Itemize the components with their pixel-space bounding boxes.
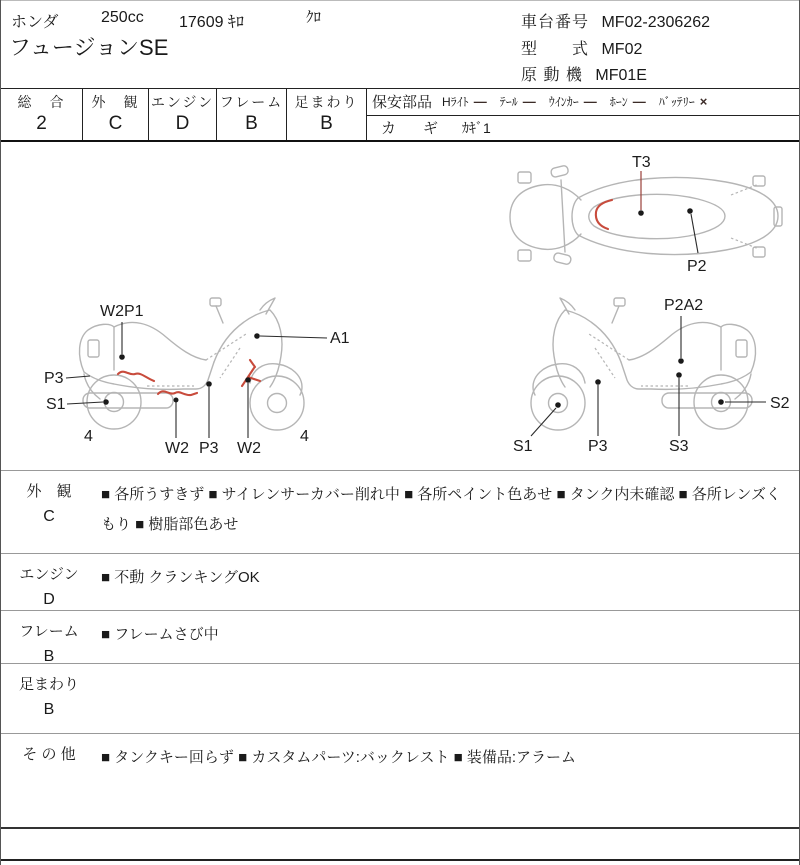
comment-row-frame bbox=[1, 611, 800, 664]
damage-code-s1-right: S1 bbox=[513, 438, 533, 455]
comment-grade-undercarriage: B bbox=[43, 701, 55, 718]
engine-code-row bbox=[521, 62, 647, 85]
comment-label-undercarriage: 足まわり B bbox=[1, 664, 97, 733]
comment-row-engine bbox=[1, 554, 800, 611]
rating-frame-label: フレーム bbox=[219, 94, 284, 110]
comment-text-undercarriage bbox=[97, 664, 800, 733]
safety-parts-title: 保安部品 bbox=[372, 94, 433, 112]
comment-text-exterior: ■ 各所うすきず ■ サイレンサーカバー削れ中 ■ 各所ペイント色あせ ■ タンク内未確認 ■ 各所レンズくもり ■ 樹脂部色あせ bbox=[101, 486, 781, 533]
comment-row-blank bbox=[1, 829, 800, 861]
damage-code-p2a2: P2A2 bbox=[664, 297, 704, 314]
safety-item-winker: ｳｲﾝｶｰ — bbox=[548, 94, 597, 110]
comment-row-other bbox=[1, 734, 800, 829]
rating-overall-value: 2 bbox=[36, 113, 47, 134]
damage-code-s2: S2 bbox=[770, 395, 790, 412]
safety-item-horn: ﾎｰﾝ — bbox=[609, 94, 646, 110]
safety-parts-box bbox=[367, 89, 800, 140]
safety-item-headlight: Hﾗｲﾄ — bbox=[442, 94, 487, 110]
damage-code-p3-rear: P3 bbox=[44, 370, 64, 387]
damage-code-w2-floor: W2 bbox=[165, 440, 189, 457]
type-code: MF02 bbox=[601, 41, 643, 58]
scooter-right-side-diagram bbox=[471, 290, 800, 460]
rating-frame bbox=[217, 89, 287, 140]
rating-overall-label: 総 合 bbox=[17, 94, 66, 110]
safety-item-battery: ﾊﾞｯﾃﾘｰ × bbox=[658, 94, 708, 110]
header bbox=[1, 0, 800, 88]
wheel-code-rear: 4 bbox=[84, 428, 93, 445]
engine-label: 原 動 機 bbox=[521, 67, 583, 84]
headlight-status-mark: — bbox=[473, 94, 487, 110]
damage-code-s3: S3 bbox=[669, 438, 689, 455]
damage-code-w2p1: W2P1 bbox=[100, 303, 144, 320]
body-color: ｸﾛ bbox=[306, 9, 322, 26]
comment-text-engine: ■ 不動 クランキングOK bbox=[101, 569, 260, 586]
key-label: カ ギ bbox=[381, 120, 445, 138]
damage-code-p3-body: P3 bbox=[199, 440, 219, 457]
mileage: 17609 ｷﾛ bbox=[179, 14, 244, 31]
engine-code: MF01E bbox=[595, 67, 647, 84]
comment-label-other: そ の 他 bbox=[22, 746, 76, 763]
damage-code-s1-left: S1 bbox=[46, 396, 66, 413]
battery-status-mark: × bbox=[699, 94, 708, 110]
rating-exterior-label: 外 観 bbox=[91, 94, 140, 110]
wheel-code-front: 4 bbox=[300, 428, 309, 445]
damage-code-p3-right: P3 bbox=[588, 438, 608, 455]
displacement: 250cc bbox=[101, 9, 144, 26]
chassis-label: 車台番号 bbox=[521, 14, 590, 31]
comment-text-frame: ■ フレームさび中 bbox=[101, 626, 219, 643]
rating-frame-value: B bbox=[245, 113, 258, 134]
model-name: フュージョンSE bbox=[9, 35, 169, 60]
rating-overall bbox=[1, 89, 83, 140]
comment-grade-engine: D bbox=[43, 591, 55, 608]
damage-code-a1: A1 bbox=[330, 330, 350, 347]
comment-label-exterior: 外 観 C bbox=[1, 471, 97, 553]
key-count: ｶｷﾞ1 bbox=[462, 119, 491, 136]
chassis-number-row bbox=[521, 9, 710, 32]
rating-undercarriage-label: 足まわり bbox=[294, 94, 359, 110]
scooter-top-view-diagram bbox=[491, 150, 800, 285]
type-label: 型 式 bbox=[521, 41, 590, 58]
safety-parts-row bbox=[367, 89, 800, 116]
comment-text-other: ■ タンクキー回らず ■ カスタムパーツ:バックレスト ■ 装備品:アラーム bbox=[101, 749, 577, 766]
scooter-left-side-diagram bbox=[34, 290, 364, 460]
comment-grade-frame: B bbox=[43, 648, 55, 665]
damage-diagram-area bbox=[1, 144, 800, 470]
rating-engine bbox=[149, 89, 217, 140]
rating-undercarriage-value: B bbox=[320, 113, 333, 134]
key-row bbox=[367, 116, 800, 140]
damage-code-p2-top: P2 bbox=[687, 258, 707, 275]
type-code-row bbox=[521, 36, 642, 59]
rating-exterior-value: C bbox=[108, 113, 123, 134]
comment-row-undercarriage bbox=[1, 664, 800, 734]
tail-status-mark: — bbox=[522, 94, 536, 110]
rating-undercarriage bbox=[287, 89, 367, 140]
ratings-row bbox=[1, 88, 800, 142]
damage-code-w2-front: W2 bbox=[237, 440, 261, 457]
maker-name: ホンダ bbox=[11, 14, 59, 31]
safety-item-tail: ﾃｰﾙ — bbox=[499, 94, 536, 110]
damage-code-t3: T3 bbox=[632, 154, 651, 171]
damage-marks-left-side bbox=[118, 360, 260, 395]
comment-row-exterior bbox=[1, 471, 800, 554]
rating-engine-value: D bbox=[175, 113, 190, 134]
comment-label-engine: エンジン D bbox=[1, 554, 97, 610]
chassis-number: MF02-2306262 bbox=[601, 14, 710, 31]
winker-status-mark: — bbox=[583, 94, 597, 110]
rating-exterior bbox=[83, 89, 149, 140]
condition-comments-table bbox=[1, 470, 800, 861]
rating-engine-label: エンジン bbox=[150, 94, 215, 110]
horn-status-mark: — bbox=[632, 94, 646, 110]
comment-grade-exterior: C bbox=[43, 508, 55, 525]
comment-label-frame: フレーム B bbox=[1, 611, 97, 663]
